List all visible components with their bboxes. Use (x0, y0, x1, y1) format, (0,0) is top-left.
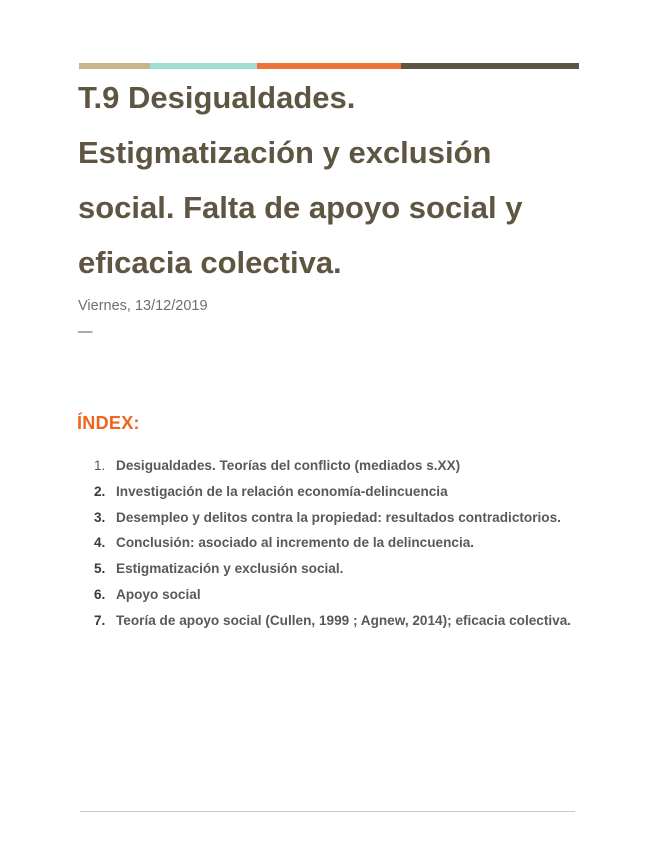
index-item (94, 608, 578, 634)
color-bar-segment-brown (401, 63, 579, 69)
index-item-text: Conclusión: asociado al incremento de la delincuencia. (116, 535, 475, 551)
color-bar-segment-tan (79, 63, 150, 69)
index-item-text: Teoría de apoyo social (Cullen, 1999 ; Agnew, 2014); eficacia colectiva. (116, 612, 572, 628)
footer-divider (80, 811, 575, 812)
index-item (94, 582, 578, 608)
header-color-bar (79, 63, 579, 69)
index-item-number: 3. (94, 509, 106, 525)
index-item (94, 530, 578, 556)
index-heading: ÍNDEX: (77, 413, 140, 433)
index-item-text: Estigmatización y exclusión social. (116, 561, 344, 577)
color-bar-segment-mint (150, 63, 257, 69)
index-item (94, 556, 578, 582)
document-title: T.9 Desigualdades. Estigmatización y exclusión social. Falta de apoyo social y eficacia colectiva. (78, 80, 523, 280)
index-item-number: 5. (94, 561, 106, 577)
index-item (94, 453, 578, 479)
index-item (94, 479, 578, 505)
index-item (94, 505, 578, 531)
document-date: Viernes, 13/12/2019 (78, 298, 208, 314)
index-item-number: 6. (94, 586, 106, 602)
index-item-number: 4. (94, 535, 106, 551)
index-item-number: 7. (94, 612, 106, 628)
color-bar-segment-orange (257, 63, 401, 69)
index-item-number: 1. (94, 458, 106, 473)
index-item-text: Desempleo y delitos contra la propiedad: resultados contradictorios. (116, 509, 561, 525)
index-item-text: Apoyo social (116, 586, 201, 602)
index-item-number: 2. (94, 483, 106, 499)
index-list (94, 453, 578, 634)
index-item-text: Desigualdades. Teorías del conflicto (mediados s.XX) (116, 458, 461, 473)
date-separator: — (78, 324, 93, 340)
index-item-text: Investigación de la relación economía-delincuencia (116, 483, 448, 499)
